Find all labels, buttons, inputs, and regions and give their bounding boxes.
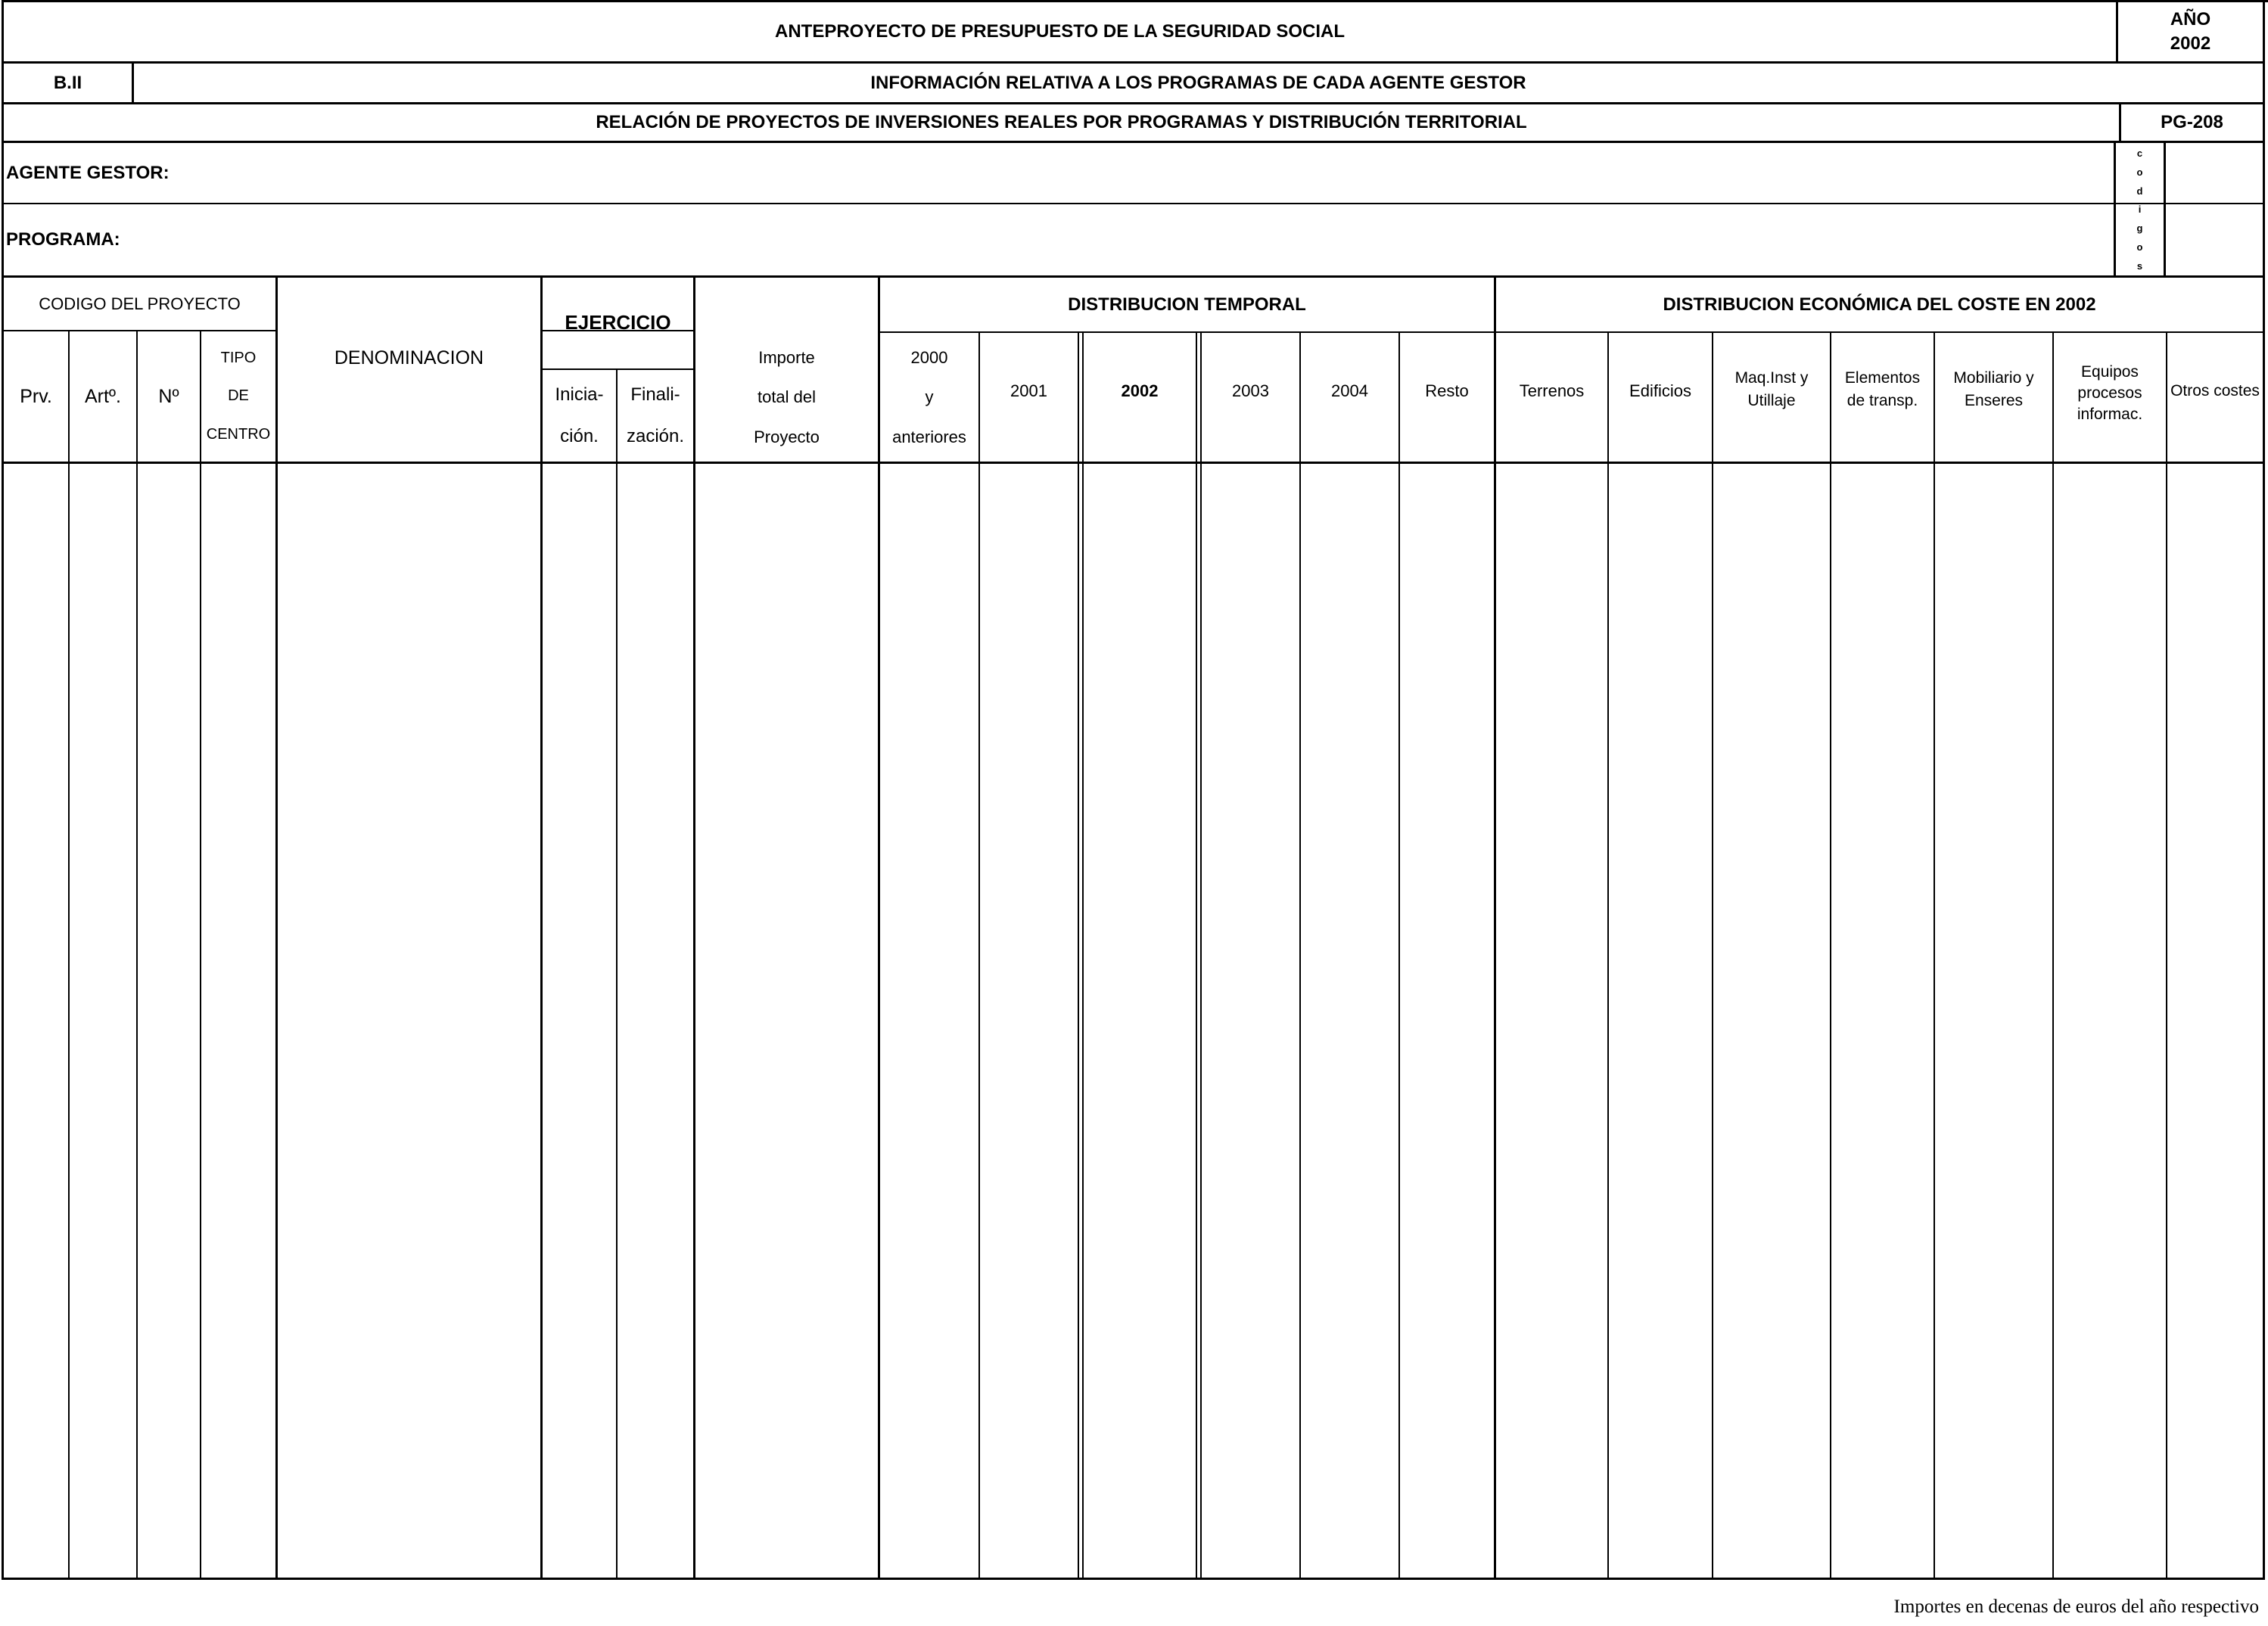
col-numero: Nº [158, 385, 179, 407]
col-elementos-line: de transp. [1846, 392, 1918, 409]
codigos-letter: c [2136, 147, 2143, 159]
col-mobiliario-line: Enseres [1964, 392, 2024, 409]
col-elementos-transporte [1831, 333, 1934, 446]
programa-label: PROGRAMA: [6, 229, 120, 250]
col-maq-inst-utillaje [1713, 333, 1830, 446]
col-2000-line: anteriores [892, 427, 966, 446]
codigos-letter: o [2136, 241, 2143, 253]
codigos-vertical-label [2116, 144, 2164, 275]
codigos-letter: o [2136, 166, 2143, 178]
table-body[interactable] [4, 464, 2263, 1578]
frame-right [2263, 0, 2265, 1580]
frame-bottom [2, 1578, 2265, 1580]
col-equipos-line: informac. [2077, 406, 2143, 424]
col-resto: Resto [1425, 381, 1469, 401]
col-elementos-line: Elementos [1844, 368, 1921, 387]
col-tipo-centro [201, 331, 275, 462]
col-2000-line: y [925, 387, 934, 407]
year-value: 2002 [2170, 33, 2211, 54]
form-code: PG-208 [2161, 112, 2223, 133]
group-distribucion-economica: DISTRIBUCION ECONÓMICA DEL COSTE EN 2002 [1663, 294, 2096, 315]
year-box [2118, 2, 2263, 61]
year-label: AÑO [2170, 9, 2211, 30]
rule-ejercicio-split [543, 368, 693, 370]
group-codigo-proyecto: CODIGO DEL PROYECTO [39, 294, 241, 313]
col-finalizacion-line: Finali- [630, 384, 680, 405]
programa-field[interactable] [197, 204, 2111, 275]
col-tipo-line: CENTRO [206, 426, 271, 443]
col-iniciacion [543, 369, 616, 462]
codigo-programa-field[interactable] [2166, 204, 2263, 275]
col-prv: Prv. [20, 385, 52, 407]
col-equipos-line: procesos [2077, 384, 2142, 402]
codigos-letter: s [2136, 260, 2143, 272]
col-2004: 2004 [1331, 381, 1368, 401]
col-2000-line: 2000 [910, 347, 948, 367]
group-ejercicio: EJERCICIO [565, 311, 671, 334]
col-2002: 2002 [1121, 381, 1159, 401]
col-maq-line: Utillaje [1747, 392, 1796, 409]
codigos-letter: d [2136, 185, 2143, 197]
codigos-letter: g [2136, 222, 2143, 235]
col-iniciacion-line: ción. [560, 425, 599, 446]
codigo-agente-field[interactable] [2166, 143, 2263, 203]
col-denominacion: DENOMINACION [334, 347, 484, 369]
col-iniciacion-line: Inicia- [555, 384, 604, 405]
col-maq-line: Maq.Inst y [1734, 368, 1809, 387]
col-tipo-line: TIPO [220, 349, 257, 366]
col-importe-line: total del [757, 387, 817, 407]
footer-note: Importes en decenas de euros del año respectivo [1893, 1596, 2259, 1617]
col-terrenos: Terrenos [1519, 381, 1585, 401]
section-code: B.II [53, 72, 82, 93]
agente-gestor-field[interactable] [227, 143, 2111, 203]
page-title: ANTEPROYECTO DE PRESUPUESTO DE LA SEGURIDAD SOCIAL [775, 21, 1345, 42]
section-title: INFORMACIÓN RELATIVA A LOS PROGRAMAS DE CADA AGENTE GESTOR [870, 72, 1526, 93]
col-tipo-line: DE [228, 387, 249, 405]
col-importe-total [695, 333, 878, 462]
codigos-letter: i [2138, 204, 2142, 216]
col-2001: 2001 [1010, 381, 1047, 401]
group-distribucion-temporal: DISTRIBUCION TEMPORAL [1068, 294, 1306, 315]
col-articulo: Artº. [84, 385, 122, 407]
col-2000-anteriores [880, 333, 978, 462]
col-importe-line: Proyecto [754, 427, 820, 446]
agente-gestor-label: AGENTE GESTOR: [6, 162, 170, 183]
col-equipos-line: Equipos [2081, 362, 2139, 381]
col-importe-line: Importe [758, 347, 815, 367]
report-subtitle: RELACIÓN DE PROYECTOS DE INVERSIONES REALES POR PROGRAMAS Y DISTRIBUCIÓN TERRITORIAL [596, 112, 1527, 133]
col-finalizacion [618, 369, 693, 462]
col-edificios: Edificios [1629, 381, 1691, 401]
col-mobiliario-line: Mobiliario y [1953, 368, 2034, 387]
col-2003: 2003 [1232, 381, 1269, 401]
col-equipos-procesos [2054, 333, 2166, 454]
col-finalizacion-line: zación. [626, 425, 685, 446]
col-otros-costes: Otros costes [2170, 381, 2260, 400]
col-mobiliario-enseres [1935, 333, 2052, 446]
